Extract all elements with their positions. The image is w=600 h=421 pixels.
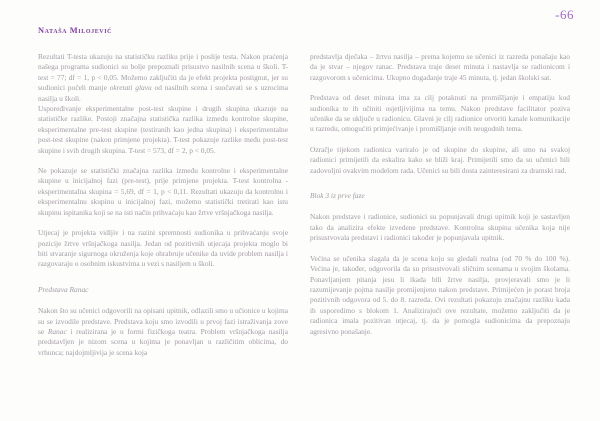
paragraph: Nakon predstave i radionice, sudionici su popunjavali drugi upitnik koji je sastavljen tako da analizira efekte izvedene predstave. Kontrolna skupina učenika koja nije prisustvovala predstavi i radionici također je popunjavala upitnik.	[310, 212, 570, 243]
paragraph: Ozračje tijekom radionica variralo je od skupine do skupine, ali smo na svakoj radionici primijetili da eskalira kako se bliži kraj. Primijetili smo da su učenici bili zadovoljni ovakvim modelom rada. Učenici su bili dosta zainteresirani za dramski rad.	[310, 144, 570, 175]
page-number: -66	[555, 7, 574, 22]
paragraph	[38, 52, 288, 104]
paragraph: Predstava od deset minuta ima za cilj potaknuti na promišljanje i empatiju kod sudionika te ih učiniti osjetljivijima na temu. Nakon predstave facilitator poziva učenike da se uključe u radionicu. Glavni je cilj radionice otvoriti kanale komunikacije u razredu, omogućiti primjećivanje i promišljanje ovih neugodnih tema.	[310, 93, 570, 134]
paragraph: Uspoređivanje eksperimentalne post-test skupine i drugih skupina ukazuje na statističke razlike. Postoji značajna statistička razlika između kontrolne skupine, eksperimentalne pre-test skupine (testiranih kao jedna skupina) i eksperimentalne post-test skupine (nakon primjene projekta). T-test pokazuje razlike među post-test skupine i svih drugih skupina. T-test = 573, df = 2, p < 0,05.	[38, 104, 288, 155]
paragraph	[38, 306, 288, 358]
paragraph: Ne pokazuje se statistički značajna razlika između kontrolne i eksperimentalne skupine u inicijalnoj fazi (pre-test), prije primjene projekta. T-test kontrolna - eksperimentalna skupina = 5,69, df = 1, p < 0,11. Rezultati ukazuju da kontrolnu i eksperimentalnu skupinu u inicijalnoj fazi, možemo statistički tretirati kao istu skupinu ispitanika koji se na isti način prihvaćaju kao žrtve vršnjačkoga nasilja.	[38, 166, 288, 217]
italic-run: Ranac	[47, 326, 67, 336]
text-columns	[38, 52, 570, 358]
right-column	[310, 52, 570, 358]
text-run: i realizirana je u formi fizičkoga teatra. Problem vršnjačkoga nasilja predstavljen je nizom scena u kojima je ponavljan u različitim oblicima, do vrhunca; najdojmljivija je scena koja	[38, 326, 288, 357]
paragraph: Većina se učenika slagala da je scena koju su gledali realna (od 70 % do 100 %). Većina je, također, odgovorila da su prisustvovali sličnim scenama u svojim školama. Ponavljanjem pitanja jesu li ikada bili žrtve nasilja, provjeravali smo je li razumijevanje pojma nasilje promijenjeno nakon predstave. Primijećen je porast broja pozitivnih odgovora od 5. do 8. razreda. Ovi rezultati pokazuju značajnu razliku kada ih usporedimo s blokom 1. Analizirajući ove rezultate, možemo zaključiti da je radionica imala pozitivan utjecaj, tj. da je pomogla sudionicima da prepoznaju agresivno ponašanje.	[310, 253, 570, 336]
paragraph: predstavlja dječaka – žrtvu nasilja – prema kojemu se učenici iz razreda ponašaju kao da je stvar – njegov ranac. Predstava traje deset minuta i nastavlja se radionicom i razgovorom s učenicima. Ukupno događanje traje 45 minuta, tj. jedan školski sat.	[310, 52, 570, 82]
author-header: Nataša Milojević	[38, 26, 113, 35]
italic-run: okretati glavu	[109, 83, 152, 93]
left-column	[38, 52, 288, 358]
text-run: Rezultati T-testa ukazuju na statističku razliku prije i poslije testa. Nakon praćenja našega programa sudionici su bolje prepoznali prisustvo nasilnih scena u školi. T-test = 77; df = 1, p < 0,05. Možemo zaključiti da je efekt projekta postignut, jer su sudionici počeli manje	[38, 52, 288, 93]
paragraph: Utjecaj je projekta vidljiv i na razini spremnosti sudionika u prihvaćanju svoje pozicije žrtve vršnjačkoga nasilja. Jedan od pozitivnih utjecaja projekta moglo bi biti stvaranje sigurnoga okruženja koje ohrabruje učenike da uvide problem nasilja i razgovaraju o osobnim iskustvima u vezi s nasiljem u školi.	[38, 228, 288, 269]
text-run: Nakon što su učenici odgovorili na opisani upitnik, odlazili smo u učionice u kojima su se izvodile predstave. Predstava koju smo izvodili u prvoj fazi istraživanja zove se	[38, 306, 288, 336]
section-subheading: Predstava Ranac	[38, 284, 89, 294]
section-subheading: Blok 3 iz prve faze	[310, 191, 365, 201]
text-run: od nasilnih scena i suočavati se s uzrocima nasilja u školi.	[38, 83, 288, 103]
